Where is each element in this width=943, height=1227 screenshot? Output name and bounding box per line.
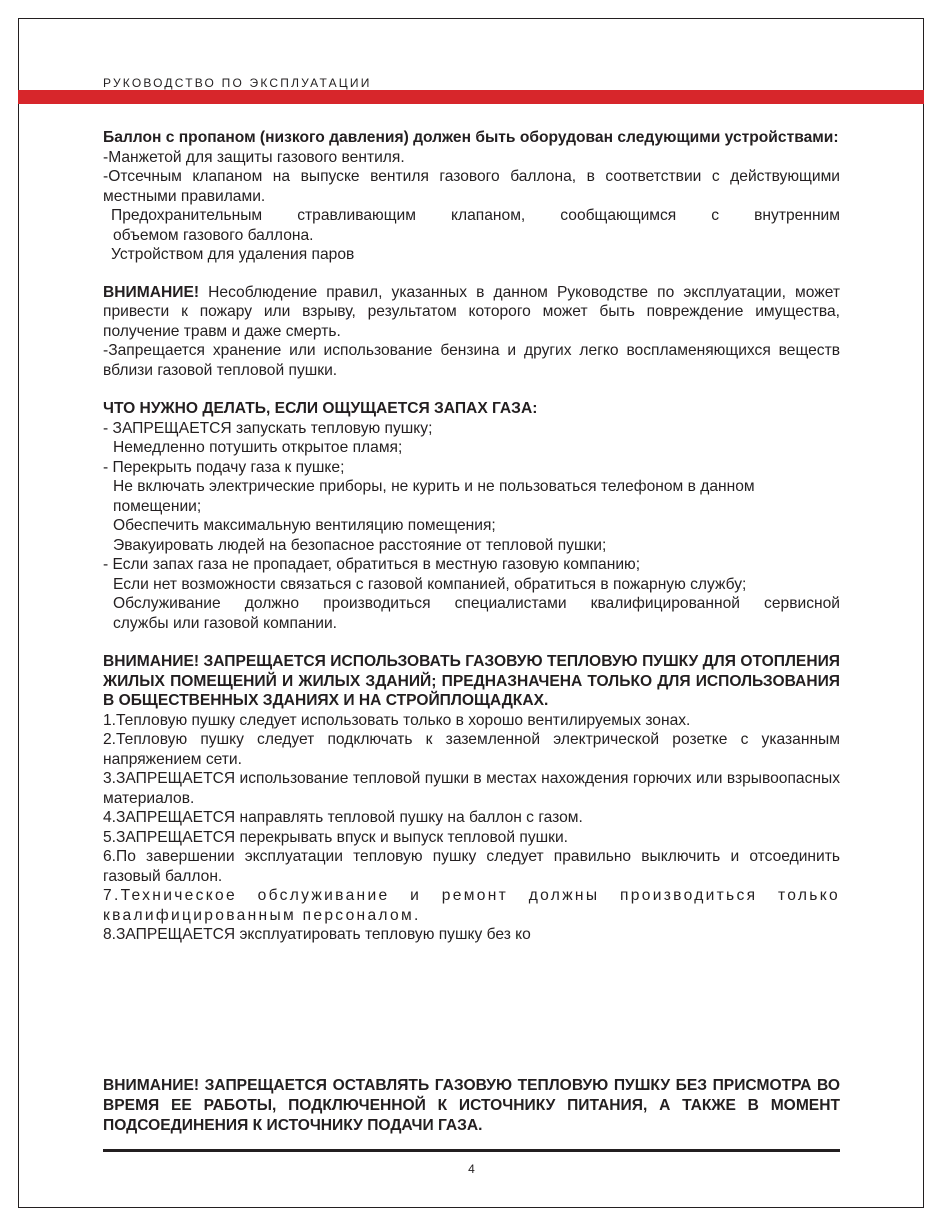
rule-item: 8.ЗАПРЕЩАЕТСЯ эксплуатировать тепловую пушку без ко	[103, 926, 531, 943]
gas-smell-heading: ЧТО НУЖНО ДЕЛАТЬ, ЕСЛИ ОЩУЩАЕТСЯ ЗАПАХ ГАЗА:	[103, 400, 538, 417]
rule-item: 3.ЗАПРЕЩАЕТСЯ использование тепловой пушки в местах нахождения горючих или взрывоопасных материалов.	[103, 770, 840, 807]
page-number: 4	[468, 1162, 475, 1176]
rule-item: 1.Тепловую пушку следует использовать только в хорошо вентилируемых зонах.	[103, 711, 691, 729]
warning-label: ВНИМАНИЕ!	[103, 283, 200, 301]
section1-item: Предохранительным стравливающим клапаном, сообщающимся с внутренним	[111, 207, 840, 224]
rule-item: 7.Техническое обслуживание и ремонт должны производиться только квалифицированным персоналом.	[103, 887, 840, 924]
section1-item: -Манжетой для защиты газового вентиля.	[103, 148, 405, 166]
warning-paragraph	[103, 283, 840, 342]
rule-item: 5.ЗАПРЕЩАЕТСЯ перекрывать впуск и выпуск тепловой пушки.	[103, 828, 568, 846]
section1-heading: Баллон с пропаном (низкого давления) должен быть оборудован следующими устройствами:	[103, 129, 839, 146]
page-content	[103, 128, 840, 945]
header-red-band	[18, 90, 924, 104]
gas-smell-item: Обслуживание должно производиться специалистами квалифицированной сервисной	[113, 595, 840, 612]
gas-smell-item: Эвакуировать людей на безопасное расстояние от тепловой пушки;	[113, 536, 607, 554]
spacer	[103, 380, 840, 399]
document-header-title: РУКОВОДСТВО ПО ЭКСПЛУАТАЦИИ	[103, 76, 372, 90]
gas-smell-item: - Если запах газа не пропадает, обратиться в местную газовую компанию;	[103, 556, 641, 573]
rule-item: 4.ЗАПРЕЩАЕТСЯ направлять тепловой пушку на баллон с газом.	[103, 809, 583, 826]
rule-item: 6.По завершении эксплуатации тепловую пушку следует правильно выключить и отсоединить газовый баллон.	[103, 848, 840, 885]
spacer	[103, 633, 840, 652]
gas-smell-item: службы или газовой компании.	[113, 614, 337, 632]
gas-smell-item: Немедленно потушить открытое пламя;	[113, 439, 403, 456]
warning-text: Несоблюдение правил, указанных в данном Руководстве по эксплуатации, может привести к пожару или взрыву, результатом которого может быть повреждение имущества, получение травм и даже смерть.	[103, 283, 840, 340]
usage-warning-heading: ВНИМАНИЕ! ЗАПРЕЩАЕТСЯ ИСПОЛЬЗОВАТЬ ГАЗОВУЮ ТЕПЛОВУЮ ПУШКУ ДЛЯ ОТОПЛЕНИЯ ЖИЛЫХ ПОМЕЩЕНИЙ И ЖИЛЫХ ЗДАНИЙ; ПРЕДНАЗНАЧЕНА ТОЛЬКО ДЛЯ ИСПОЛЬЗОВАНИЯ В ОБЩЕСТВЕННЫХ ЗДАНИЯХ И НА СТРОЙПЛОЩАДКАХ.	[103, 653, 840, 709]
section1-item: объемом газового баллона.	[113, 226, 314, 244]
gas-smell-item: Обеспечить максимальную вентиляцию помещения;	[113, 517, 496, 534]
prohibition-text: -Запрещается хранение или использование бензина и других легко воспламеняющихся веществ вблизи газовой тепловой пушки.	[103, 342, 840, 379]
spacer	[103, 265, 840, 283]
rule-item: 2.Тепловую пушку следует подключать к заземленной электрической розетке с указанным напряжением сети.	[103, 731, 840, 768]
section1-item: -Отсечным клапаном на выпуске вентиля газового баллона, в соответствии с действующими местными правилами.	[103, 168, 840, 205]
gas-smell-item: - ЗАПРЕЩАЕТСЯ запускать тепловую пушку;	[103, 419, 433, 437]
gas-smell-item: Не включать электрические приборы, не курить и не пользоваться телефоном в данном	[113, 478, 755, 495]
gas-smell-item: помещении;	[113, 497, 202, 515]
final-warning: ВНИМАНИЕ! ЗАПРЕЩАЕТСЯ ОСТАВЛЯТЬ ГАЗОВУЮ ТЕПЛОВУЮ ПУШКУ БЕЗ ПРИСМОТРА ВО ВРЕМЯ ЕЕ РАБОТЫ, ПОДКЛЮЧЕННОЙ К ИСТОЧНИКУ ПИТАНИЯ, А ТАКЖЕ В МОМЕНТ ПОДСОЕДИНЕНИЯ К ИСТОЧНИКУ ПОДАЧИ ГАЗА.	[103, 1077, 840, 1134]
gas-smell-item: - Перекрыть подачу газа к пушке;	[103, 458, 345, 476]
gas-smell-item: Если нет возможности связаться с газовой компанией, обратиться в пожарную службу;	[113, 575, 747, 593]
section1-item: Устройством для удаления паров	[111, 246, 355, 263]
footer-rule	[103, 1149, 840, 1152]
